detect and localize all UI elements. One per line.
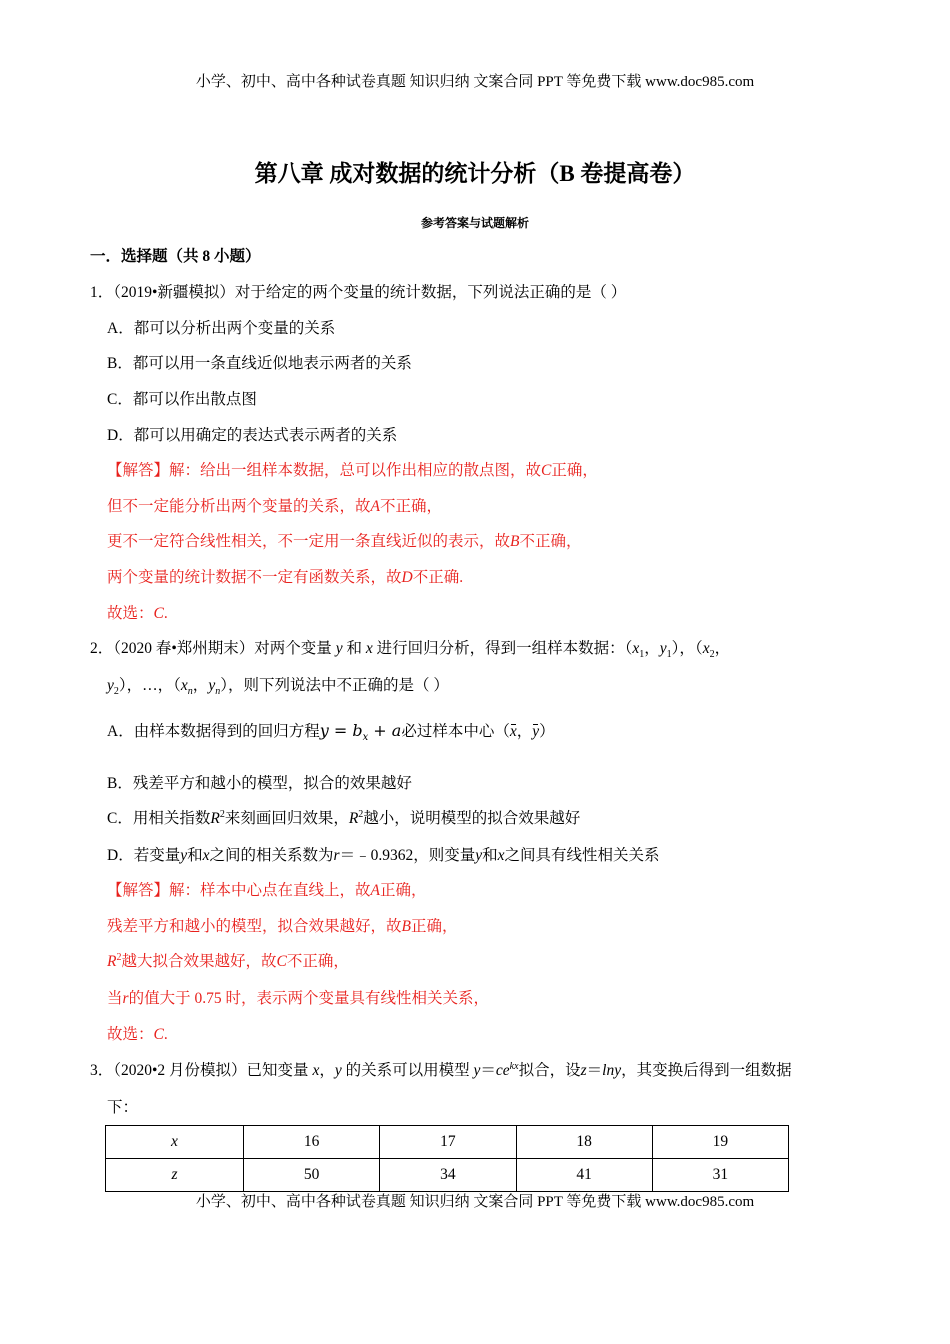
page-footer: 小学、初中、高中各种试卷真题 知识归纳 文案合同 PPT 等免费下载 www.doc985.com bbox=[195, 1194, 755, 1210]
page-title: 第八章 成对数据的统计分析（B 卷提高卷） bbox=[254, 161, 696, 186]
q1-answer-line-3: 更不一定符合线性相关，不一定用一条直线近似的表示，故B不正确， bbox=[107, 533, 582, 550]
q1-answer-line-2: 但不一定能分析出两个变量的关系，故A不正确， bbox=[107, 498, 442, 515]
table-cell: 16 bbox=[244, 1126, 380, 1159]
q2-stem-line-2: $y_2$），…，（$x_n$，$y_n$），则下列说法中不正确的是（ ） bbox=[107, 677, 449, 698]
answer-tag: 【解答】 bbox=[107, 882, 170, 899]
q2-stem-line-1: 2．（2020 春•郑州期末）对两个变量 y 和 x 进行回归分析，得到一组样本数据：（$x_1$，$y_1$），（$x_2$， bbox=[90, 640, 731, 661]
q1-option-b: B．都可以用一条直线近似地表示两者的关系 bbox=[107, 355, 412, 372]
table-cell: 50 bbox=[244, 1159, 380, 1192]
table-cell: 18 bbox=[516, 1126, 652, 1159]
q2-answer-line-4: 当r的值大于 0.75 时，表示两个变量具有线性相关关系， bbox=[107, 990, 489, 1007]
table-row-label: x bbox=[106, 1126, 244, 1159]
table-cell: 17 bbox=[380, 1126, 516, 1159]
page-header: 小学、初中、高中各种试卷真题 知识归纳 文案合同 PPT 等免费下载 www.doc985.com bbox=[195, 74, 755, 90]
q2-answer-line-2: 残差平方和越小的模型，拟合效果越好，故B正确， bbox=[107, 918, 458, 935]
q1-answer-line-1: 【解答】解：给出一组样本数据，总可以作出相应的散点图，故C正确， bbox=[107, 462, 598, 479]
table-row bbox=[106, 1159, 789, 1192]
q1-answer-line-4: 两个变量的统计数据不一定有函数关系，故D不正确. bbox=[107, 569, 464, 586]
q2-option-d: D．若变量y和x之间的相关系数为r＝﹣0.9362，则变量y和x之间具有线性相关关系 bbox=[107, 847, 660, 864]
q2-answer-line-3: $R^2$越大拟合效果越好，故C不正确， bbox=[107, 951, 349, 970]
q3-stem-line-2: 下： bbox=[107, 1099, 139, 1116]
q1-option-a: A．都可以分析出两个变量的关系 bbox=[107, 320, 336, 337]
data-table bbox=[105, 1125, 789, 1192]
q2-answer-line-1: 【解答】解：样本中心点在直线上，故A正确， bbox=[107, 882, 427, 899]
q2-choice: 故选：C. bbox=[107, 1026, 168, 1043]
q1-choice: 故选：C. bbox=[107, 605, 168, 622]
q1-stem: 1．（2019•新疆模拟）对于给定的两个变量的统计数据，下列说法正确的是（ ） bbox=[90, 284, 627, 301]
regression-equation: $y = b_x + a$ bbox=[319, 721, 402, 744]
page-subtitle: 参考答案与试题解析 bbox=[420, 216, 529, 230]
q1-option-c: C．都可以作出散点图 bbox=[107, 391, 257, 408]
section-heading: 一．选择题（共 8 小题） bbox=[90, 248, 261, 265]
q2-option-b: B．残差平方和越小的模型，拟合的效果越好 bbox=[107, 775, 412, 792]
table-cell: 34 bbox=[380, 1159, 516, 1192]
q2-option-a: A．由样本数据得到的回归方程$y = b_x + a$必过样本中心（x，y） bbox=[107, 721, 555, 744]
table-row bbox=[106, 1126, 789, 1159]
answer-tag: 【解答】 bbox=[107, 462, 170, 479]
table-cell: 31 bbox=[652, 1159, 788, 1192]
table-cell: 41 bbox=[516, 1159, 652, 1192]
q1-option-d: D．都可以用确定的表达式表示两者的关系 bbox=[107, 427, 398, 444]
q2-option-c: C．用相关指数$R^2$来刻画回归效果，$R^2$越小，说明模型的拟合效果越好 bbox=[107, 808, 581, 827]
q3-stem-line-1: 3．（2020•2 月份模拟）已知变量 x，y 的关系可以用模型 $y=ce^{kx}$拟合，设z＝lny，其变换后得到一组数据 bbox=[90, 1060, 792, 1079]
table-row-label: z bbox=[106, 1159, 244, 1192]
table-cell: 19 bbox=[652, 1126, 788, 1159]
